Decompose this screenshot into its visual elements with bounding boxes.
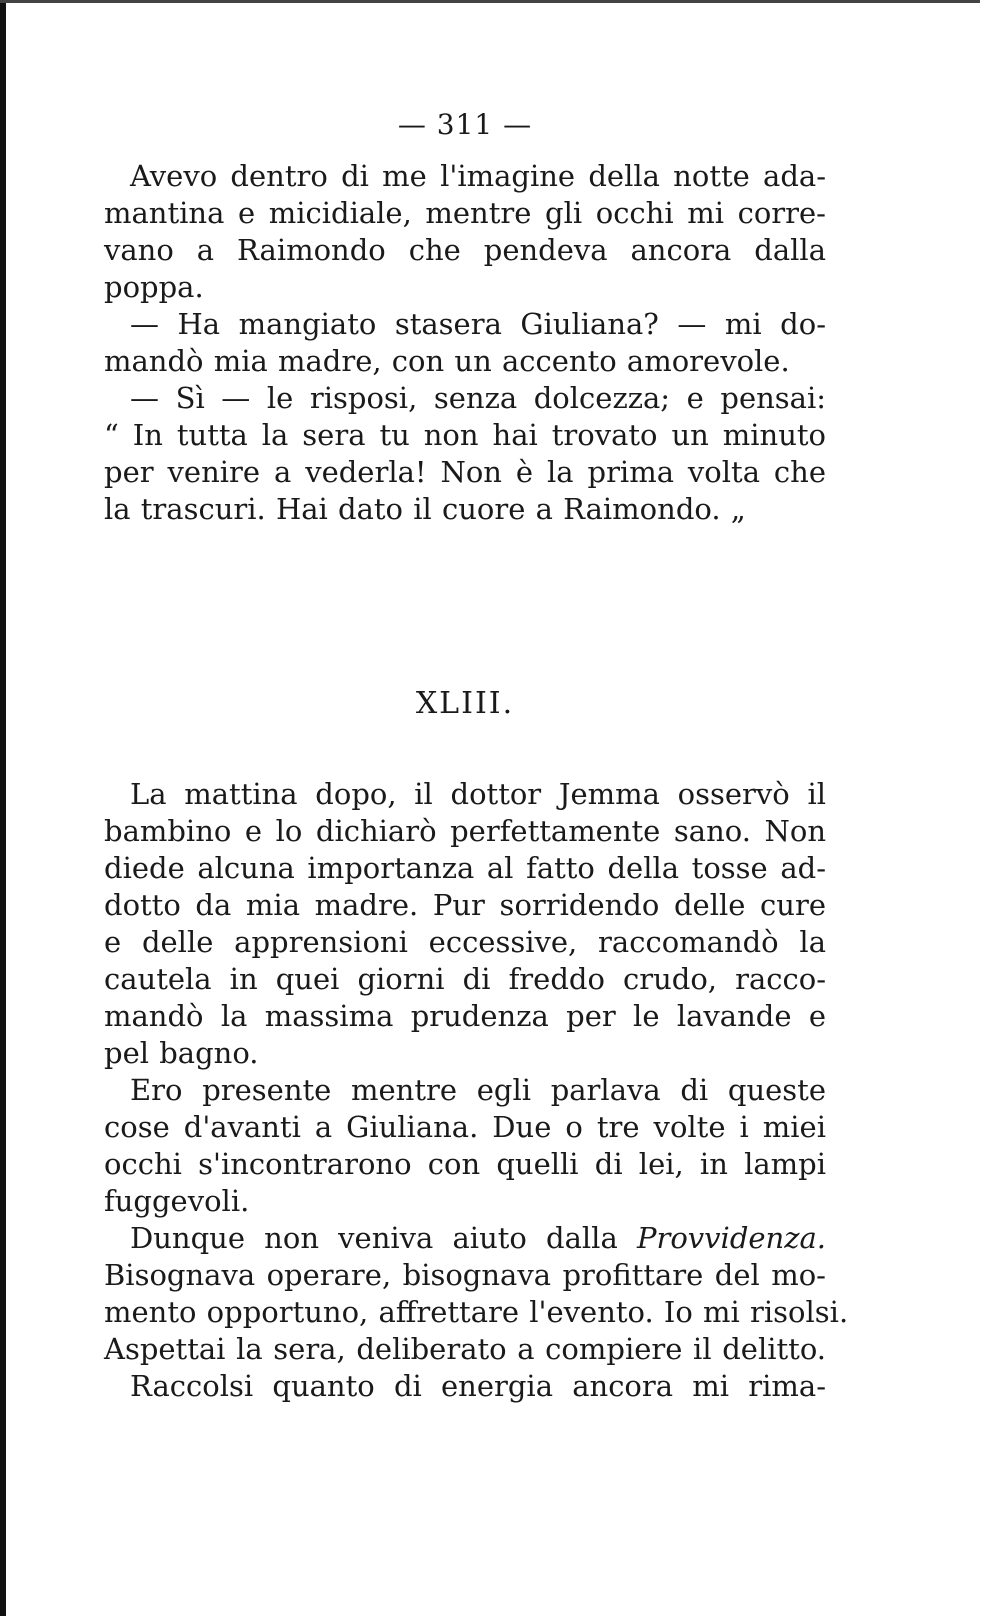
text-line: diede alcuna importanza al fatto della tosse ad- — [104, 851, 826, 885]
text-line: per venire a vederla! Non è la prima volta che — [104, 455, 826, 489]
text-line: mandò mia madre, con un accento amorevole. — [104, 344, 790, 378]
page-number: — 311 — — [397, 108, 533, 141]
text-line: Avevo dentro di me l'imagine della notte ada- — [130, 159, 826, 193]
italic-word: Provvidenza. — [636, 1221, 827, 1255]
text-line: poppa. — [104, 270, 204, 304]
text-line: — Sì — le risposi, senza dolcezza; e pensai: — [130, 381, 826, 415]
text-line: dotto da mia madre. Pur sorridendo delle cure — [104, 888, 826, 922]
text-line: Raccolsi quanto di energia ancora mi rima- — [130, 1369, 826, 1403]
text-line: cautela in quei giorni di freddo crudo, racco- — [104, 962, 826, 996]
text-line: vano a Raimondo che pendeva ancora dalla — [104, 233, 826, 267]
paragraph-block-1 — [104, 158, 826, 528]
text-line: mantina e micidiale, mentre gli occhi mi corre- — [104, 196, 826, 230]
book-binding-edge — [0, 0, 6, 1616]
chapter-heading: XLIII. — [415, 686, 515, 721]
text-line: bambino e lo dichiarò perfettamente sano. Non — [104, 814, 826, 848]
text-line: pel bagno. — [104, 1036, 259, 1070]
page-top-edge — [0, 0, 980, 3]
text-line: mandò la massima prudenza per le lavande e — [104, 999, 826, 1033]
text-line: occhi s'incontrarono con quelli di lei, in lampi — [104, 1147, 826, 1181]
text-line — [104, 1220, 826, 1257]
paragraph-block-2 — [104, 776, 849, 1405]
text-line: Aspettai la sera, deliberato a compiere il delitto. — [104, 1332, 826, 1366]
text-line: Ero presente mentre egli parlava di queste — [130, 1073, 826, 1107]
text-line: La mattina dopo, il dottor Jemma osservò il — [130, 777, 826, 811]
text-line: la trascuri. Hai dato il cuore a Raimondo. „ — [104, 492, 746, 526]
text-line-part: Dunque non veniva aiuto dalla — [130, 1221, 618, 1255]
text-line: Bisognava operare, bisognava profittare del mo- — [104, 1258, 826, 1292]
text-line: fuggevoli. — [104, 1184, 250, 1218]
text-line: cose d'avanti a Giuliana. Due o tre volte i miei — [104, 1110, 826, 1144]
text-line: — Ha mangiato stasera Giuliana? — mi do- — [130, 307, 826, 341]
text-line: “ In tutta la sera tu non hai trovato un minuto — [104, 418, 826, 452]
text-line: mento opportuno, affrettare l'evento. Io mi risolsi. — [104, 1295, 849, 1329]
text-line: e delle apprensioni eccessive, raccomandò la — [104, 925, 826, 959]
